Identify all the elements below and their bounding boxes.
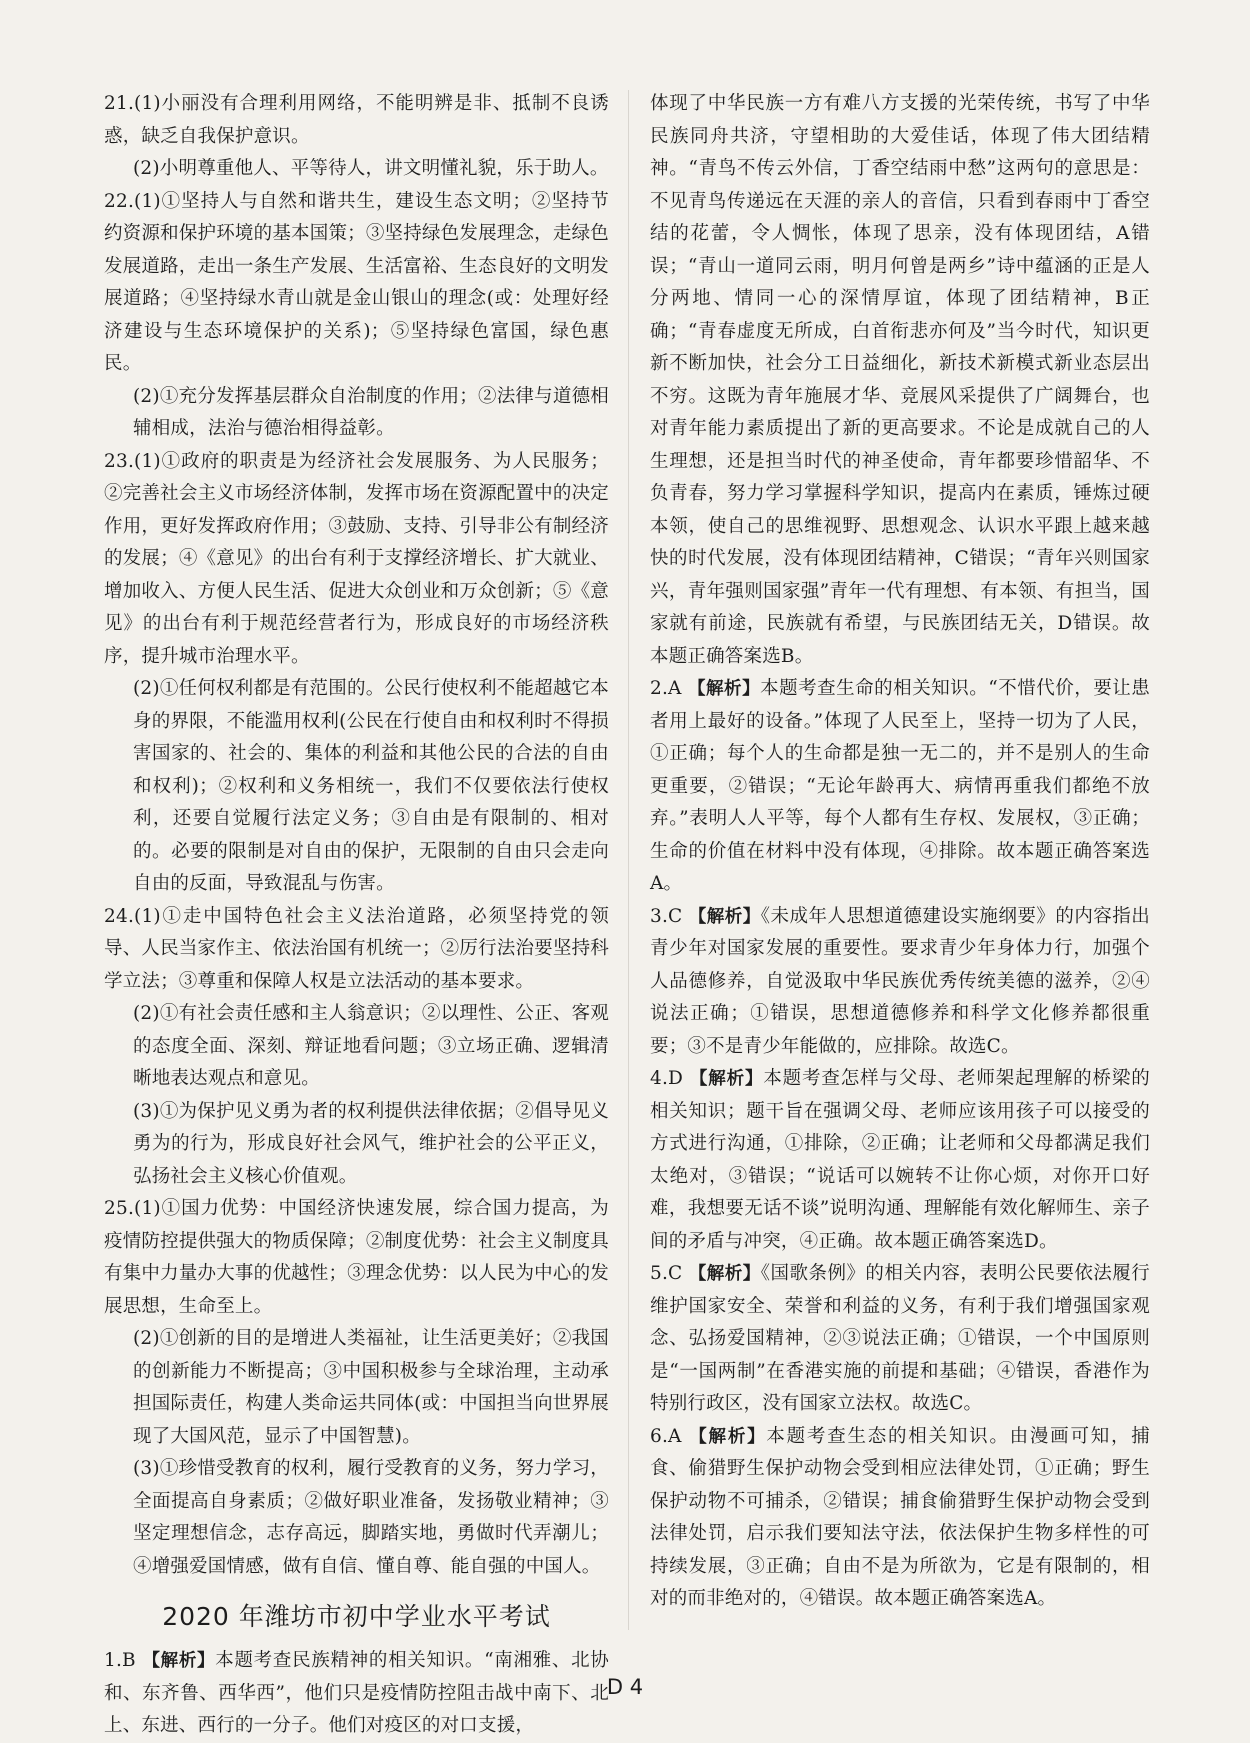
answer-1-continued: 体现了中华民族一方有难八方支援的光荣传统，书写了中华民族同舟共济，守望相助的大爱佳话，体现了伟大团结精神。“青鸟不传云外信，丁香空结雨中愁”这两句的意思是：不见青鸟传递远在天涯的亲人的音信，只看到春雨中丁香空结的花蕾，令人惆怅，体现了思亲，没有体现团结，A错误；“青山一道同云雨，明月何曾是两乡”诗中蕴涵的正是人分两地、情同一心的深情厚谊，体现了团结精神，B正确；“青春虚度无所成，白首衔悲亦何及”当今时代，知识更新不断加快，社会分工日益细化，新技术新模式新业态层出不穷。这既为青年施展才华、竞展风采提供了广阔舞台，也对青年能力素质提出了新的更高要求。不论是成就自己的人生理想，还是担当时代的神圣使命，青年都要珍惜韶华、不负青春，努力学习掌握科学知识，提高内在素质，锤炼过硬本领，使自己的思维视野、思想观念、认识水平跟上越来越快的时代发展，没有体现团结精神，C错误；“青年兴则国家兴，青年强则国家强”青年一代有理想、有本领、有担当，国家就有前途，民族就有希望，与民族团结无关，D错误。故本题正确答案选B。 xyxy=(650,93,1150,667)
answer-6-number: 6.A xyxy=(650,1425,682,1447)
section-title: 2020 年潍坊市初中学业水平考试 xyxy=(162,1602,551,1631)
answer-3-text: 《未成年人思想道德建设实施纲要》的内容指出青少年对国家发展的重要性。要求青少年身体力行，加强个人品德修养，自觉汲取中华民族优秀传统美德的滋养，②④说法正确；①错误，思想道德修养和科学文化修养都很重要；③不是青少年能做的，应排除。故选C。 xyxy=(650,905,1150,1057)
answer-3-number: 3.C xyxy=(650,905,683,927)
answer-4 xyxy=(650,1063,1150,1258)
analysis-tag: 【解析】 xyxy=(142,1651,216,1671)
q21-part1: 21.(1)小丽没有合理利用网络，不能明辨是非、抵制不良诱惑，缺乏自我保护意识。 xyxy=(104,93,609,147)
answer-2-number: 2.A xyxy=(650,678,682,699)
q24-part3: (3)①为保护见义勇为者的权利提供法律依据；②倡导见义勇为的行为，形成良好社会风气，维护社会的公平正义，弘扬社会主义核心价值观。 xyxy=(133,1100,609,1187)
analysis-tag: 【解析】 xyxy=(689,1069,764,1089)
q23-part1: 23.(1)①政府的职责是为经济社会发展服务、为人民服务；②完善社会主义市场经济体制，发挥市场在资源配置中的决定作用，更好发挥政府作用；③鼓励、支持、引导非公有制经济的发展；④《意见》的出台有利于支撑经济增长、扩大就业、增加收入、方便人民生活、促进大众创业和万众创新；⑤《意见》的出台有利于规范经营者行为，形成良好的市场经济秩序，提升城市治理水平。 xyxy=(104,450,609,667)
left-column xyxy=(104,88,609,1743)
column-divider xyxy=(628,90,629,1630)
answer-1-text: 本题考查民族精神的相关知识。“南湘雅、北协和、东齐鲁、西华西”，他们只是疫情防控阻击战中南下、北上、东进、西行的一分子。他们对疫区的对口支援， xyxy=(104,1650,609,1736)
answer-6 xyxy=(650,1421,1150,1616)
answer-5 xyxy=(650,1258,1150,1421)
analysis-tag: 【解析】 xyxy=(688,906,761,927)
q21-part2: (2)小明尊重他人、平等待人，讲文明懂礼貌，乐于助人。 xyxy=(133,158,609,179)
q24-part1: 24.(1)①走中国特色社会主义法治道路，必须坚持党的领导、人民当家作主、依法治国有机统一；②厉行法治要坚持科学立法；③尊重和保障人权是立法活动的基本要求。 xyxy=(104,905,609,992)
answer-4-text: 本题考查怎样与父母、老师架起理解的桥梁的相关知识；题干旨在强调父母、老师应该用孩子可以接受的方式进行沟通，①排除，②正确；让老师和父母都满足我们太绝对，③错误；“说话可以婉转不让你心烦，对你开口好难，我想要无话不谈”说明沟通、理解能有效化解师生、亲子间的矛盾与冲突，④正确。故本题正确答案选D。 xyxy=(650,1068,1150,1252)
page-number: D 4 xyxy=(606,1675,644,1699)
analysis-tag: 【解析】 xyxy=(688,679,761,699)
answer-1-number: 1.B xyxy=(104,1650,136,1671)
q22-part1: 22.(1)①坚持人与自然和谐共生，建设生态文明；②坚持节约资源和保护环境的基本国策；③坚持绿色发展理念，走绿色发展道路，走出一条生产发展、生活富裕、生态良好的文明发展道路；④坚持绿水青山就是金山银山的理念(或：处理好经济建设与生态环境保护的关系)；⑤坚持绿色富国，绿色惠民。 xyxy=(104,190,609,374)
answer-2-text: 本题考查生命的相关知识。“不惜代价，要让患者用上最好的设备。”体现了人民至上，坚持一切为了人民，①正确；每个人的生命都是独一无二的，并不是别人的生命更重要，②错误；“无论年龄再大、病情再重我们都绝不放弃。”表明人人平等，每个人都有生存权、发展权，③正确；生命的价值在材料中没有体现，④排除。故本题正确答案选A。 xyxy=(650,678,1150,894)
answer-5-text: 《国歌条例》的相关内容，表明公民要依法履行维护国家安全、荣誉和利益的义务，有利于我们增强国家观念、弘扬爱国精神，②③说法正确；①错误，一个中国原则是“一国两制”在香港实施的前提和基础；④错误，香港作为特别行政区，没有国家立法权。故选C。 xyxy=(650,1263,1150,1414)
analysis-tag: 【解析】 xyxy=(689,1426,767,1447)
answer-2 xyxy=(650,673,1150,901)
answer-3 xyxy=(650,901,1150,1064)
analysis-tag: 【解析】 xyxy=(688,1264,761,1284)
q23-part2: (2)①任何权利都是有范围的。公民行使权利不能超越它本身的界限，不能滥用权利(公民在行使自由和权利时不得损害国家的、社会的、集体的利益和其他公民的合法的自由和权利)；②权利和义务相统一，我们不仅要依法行使权利，还要自觉履行法定义务；③自由是有限制的、相对的。必要的限制是对自由的保护，无限制的自由只会走向自由的反面，导致混乱与伤害。 xyxy=(133,678,609,894)
q25-part1: 25.(1)①国力优势：中国经济快速发展，综合国力提高，为疫情防控提供强大的物质保障；②制度优势：社会主义制度具有集中力量办大事的优越性；③理念优势：以人民为中心的发展思想，生命至上。 xyxy=(104,1198,609,1317)
answer-4-number: 4.D xyxy=(650,1068,684,1089)
q25-part3: (3)①珍惜受教育的权利，履行受教育的义务，努力学习，全面提高自身素质；②做好职业准备，发扬敬业精神；③坚定理想信念，志存高远，脚踏实地，勇做时代弄潮儿；④增强爱国情感，做有自信、懂自尊、能自强的中国人。 xyxy=(133,1458,609,1577)
answer-5-number: 5.C xyxy=(650,1263,683,1284)
answer-6-text: 本题考查生态的相关知识。由漫画可知，捕食、偷猎野生保护动物会受到相应法律处罚，①正确；野生保护动物不可捕杀，②错误；捕食偷猎野生保护动物会受到法律处罚，启示我们要知法守法，依法保护生物多样性的可持续发展，③正确；自由不是为所欲为，它是有限制的，相对的而非绝对的，④错误。故本题正确答案选A。 xyxy=(650,1425,1150,1609)
q25-part2: (2)①创新的目的是增进人类福祉，让生活更美好；②我国的创新能力不断提高；③中国积极参与全球治理，主动承担国际责任，构建人类命运共同体(或：中国担当向世界展现了大国风范，显示了中国智慧)。 xyxy=(133,1328,609,1447)
right-column xyxy=(650,88,1150,1616)
q22-part2: (2)①充分发挥基层群众自治制度的作用；②法律与道德相辅相成，法治与德治相得益彰。 xyxy=(133,385,609,439)
q24-part2: (2)①有社会责任感和主人翁意识；②以理性、公正、客观的态度全面、深刻、辩证地看问题；③立场正确、逻辑清晰地表达观点和意见。 xyxy=(133,1003,609,1089)
